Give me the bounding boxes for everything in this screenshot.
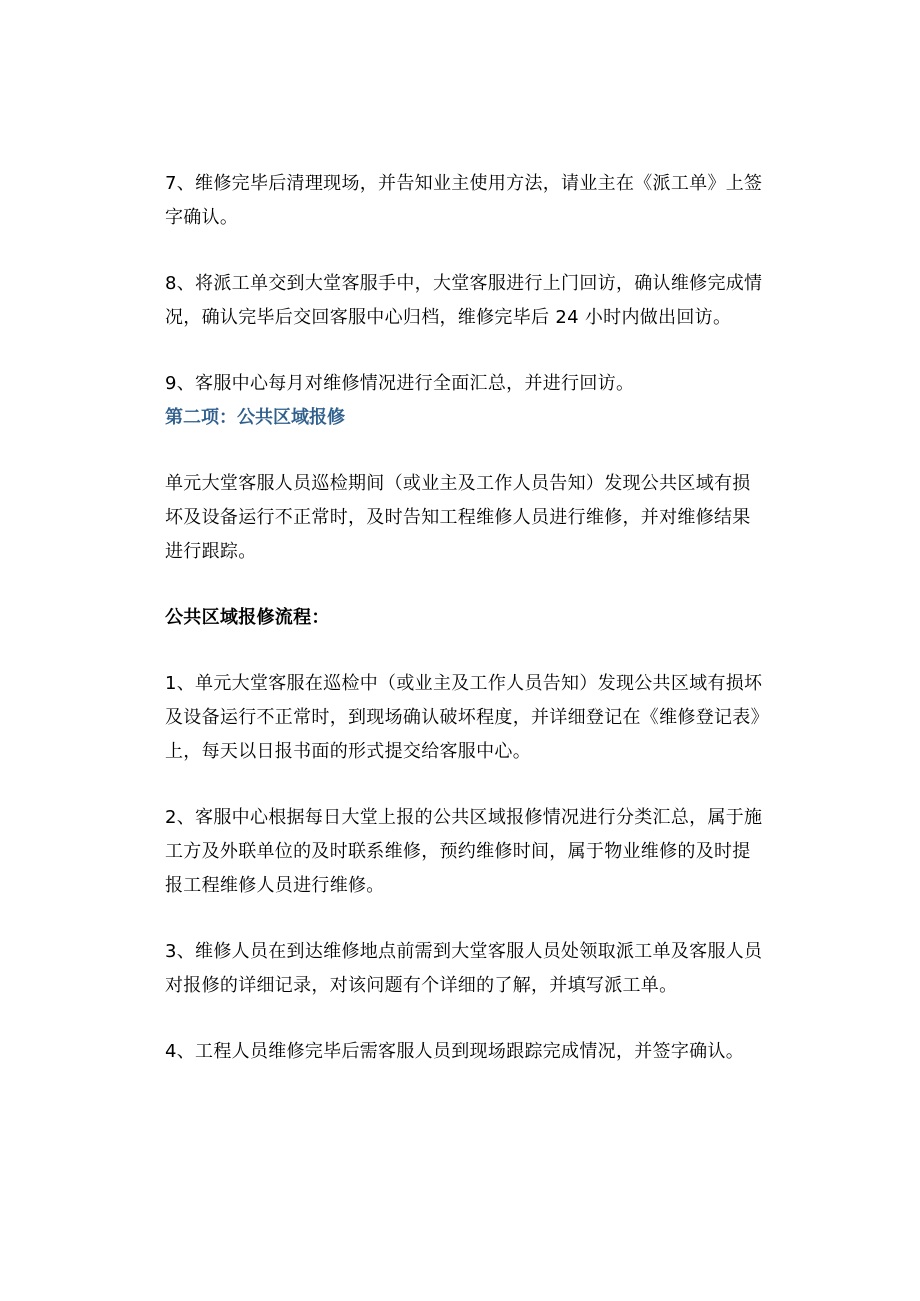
paragraph-flow-4: 4、工程人员维修完毕后需客服人员到现场跟踪完成情况，并签字确认。 [165,1041,745,1062]
paragraph-step-8: 8、将派工单交到大堂客服手中，大堂客服进行上门回访，确认维修完成情况，确认完毕后交回客服中心归档，维修完毕后 24 小时内做出回访。 [165,273,763,328]
paragraph-flow-1: 1、单元大堂客服在巡检中（或业主及工作人员告知）发现公共区域有损坏及设备运行不正常时，到现场确认破坏程度，并详细登记在《维修登记表》上，每天以日报书面的形式提交给客服中心。 [165,673,763,762]
section-heading-public-area: 第二项：公共区域报修 [165,407,345,428]
paragraph-section-intro: 单元大堂客服人员巡检期间（或业主及工作人员告知）发现公共区域有损坏及设备运行不正常时，及时告知工程维修人员进行维修，并对维修结果进行跟踪。 [165,473,751,562]
paragraph-step-9: 9、客服中心每月对维修情况进行全面汇总，并进行回访。 [165,373,635,394]
paragraph-step-7: 7、维修完毕后清理现场，并告知业主使用方法，请业主在《派工单》上签字确认。 [165,173,763,228]
flow-title: 公共区域报修流程： [165,607,330,628]
paragraph-flow-2: 2、客服中心根据每日大堂上报的公共区域报修情况进行分类汇总，属于施工方及外联单位的及时联系维修，预约维修时间，属于物业维修的及时提报工程维修人员进行维修。 [165,807,763,896]
document-body [165,167,765,1069]
paragraph-flow-3: 3、维修人员在到达维修地点前需到大堂客服人员处领取派工单及客服人员对报修的详细记录，对该问题有个详细的了解，并填写派工单。 [165,941,763,996]
